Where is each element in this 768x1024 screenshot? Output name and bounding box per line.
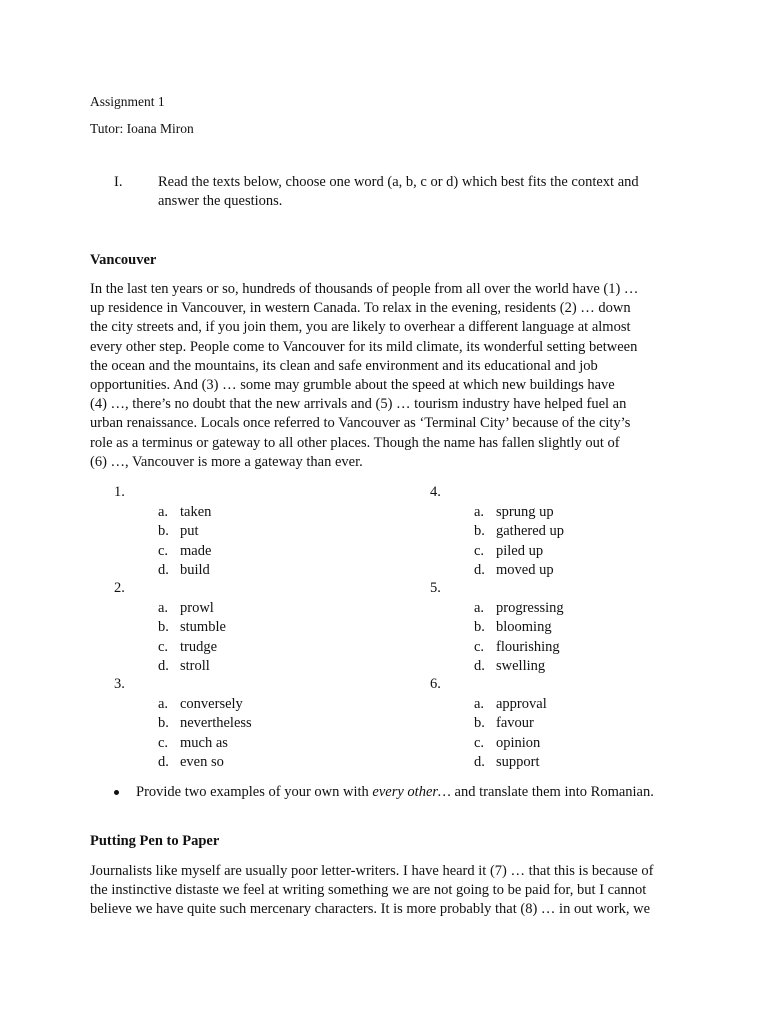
option-text: conversely [180,696,243,713]
option-text: nevertheless [180,715,252,732]
instruction-number: I. [114,174,123,190]
answer-option [158,753,224,772]
option-letter: d. [474,561,485,578]
answer-option [158,638,217,657]
paragraph-line: the city streets and, if you join them, you are likely to overhear a different language at almost [90,319,631,336]
question-number: 2. [114,580,125,596]
option-letter: d. [158,753,169,770]
option-text: approval [496,696,547,713]
answer-option [158,695,243,714]
paragraph-line: urban renaissance. Locals once referred to Vancouver as ‘Terminal City’ because of the city’s [90,415,631,432]
option-text: swelling [496,657,546,674]
option-text: even so [180,753,224,770]
bullet-emphasis: every other… [372,784,451,800]
option-text: opinion [496,734,541,751]
assignment-label: Assignment 1 [90,94,165,109]
option-text: made [180,542,212,559]
option-text: trudge [180,638,218,655]
option-letter: b. [158,715,169,732]
option-letter: b. [474,523,485,540]
instruction-line-1: Read the texts below, choose one word (a, b, c or d) which best fits the context and [158,174,639,190]
answer-option [158,734,228,753]
answer-option [158,542,211,561]
option-text: taken [180,504,212,521]
answer-option [474,561,554,580]
question-number: 4. [430,484,441,500]
option-text: prowl [180,600,214,617]
option-text: much as [180,734,228,751]
option-text: stumble [180,619,226,636]
bullet-text-after: and translate them into Romanian. [450,784,654,800]
answer-option [474,714,534,733]
option-letter: c. [158,638,169,655]
paragraph-line: In the last ten years or so, hundreds of thousands of people from all over the world have (1) … [90,281,639,297]
paragraph-line: believe we have quite such mercenary characters. It is more probably that (8) … in out work, we [90,901,651,918]
answer-option [474,503,554,522]
option-letter: a. [474,600,485,617]
bullet-dot [114,790,119,795]
question-number: 6. [430,676,441,692]
option-text: stroll [180,657,210,674]
paragraph-line: every other step. People come to Vancouver for its mild climate, its wonderful setting between [90,338,638,355]
question-number: 5. [430,580,441,596]
section-title-vancouver: Vancouver [90,252,157,268]
vancouver-paragraph [90,280,690,472]
option-letter: d. [474,657,485,674]
answer-option [474,618,552,637]
option-text: favour [496,715,534,732]
option-letter: a. [474,504,485,521]
answer-option [474,599,564,618]
option-letter: c. [158,542,169,559]
option-text: put [180,523,199,540]
option-letter: b. [158,523,169,540]
option-letter: d. [158,657,169,674]
option-text: piled up [496,542,544,559]
paragraph-line: (4) …, there’s no doubt that the new arrivals and (5) … tourism industry have helped fuel an [90,396,627,413]
option-letter: c. [158,734,169,751]
answer-option [474,734,540,753]
answer-option [474,638,560,657]
option-text: flourishing [496,638,560,655]
option-letter: c. [474,542,485,559]
option-letter: a. [158,504,169,521]
answer-option [158,657,210,676]
answer-option [158,618,226,637]
paragraph-line: Journalists like myself are usually poor letter-writers. I have heard it (7) … that this is because of [90,863,654,879]
option-text: progressing [496,600,564,617]
paragraph-line: role as a terminus or gateway to all other places. Though the name has fallen slightly out of [90,434,620,451]
question-number: 3. [114,676,125,692]
question-number: 1. [114,484,125,500]
paragraph-line: the ocean and the mountains, its clean and safe environment and its educational and job [90,357,598,374]
option-letter: c. [474,638,485,655]
option-text: blooming [496,619,552,636]
answer-option [158,561,210,580]
option-letter: d. [158,561,169,578]
answer-option [158,599,214,618]
paragraph-line: up residence in Vancouver, in western Canada. To relax in the evening, residents (2) … down [90,300,631,317]
option-letter: b. [158,619,169,636]
answer-option [474,695,547,714]
option-text: support [496,753,540,770]
answer-option [474,542,543,561]
answer-option [158,714,252,733]
answer-option [158,503,211,522]
tutor-label: Tutor: Ioana Miron [90,121,194,136]
bullet-task [136,783,654,802]
option-letter: b. [474,619,485,636]
instruction-line-2: answer the questions. [158,193,283,209]
answer-option [474,657,545,676]
option-text: build [180,561,210,578]
bullet-text-before: Provide two examples of your own with [136,784,373,800]
option-text: moved up [496,561,554,578]
putting-pen-paragraph [90,862,690,920]
option-letter: d. [474,753,485,770]
option-text: gathered up [496,523,565,540]
option-letter: a. [158,600,169,617]
option-letter: a. [158,696,169,713]
option-letter: c. [474,734,485,751]
answer-option [158,522,199,541]
answer-option [474,753,540,772]
section-title-putting-pen-to-paper: Putting Pen to Paper [90,833,220,849]
option-letter: b. [474,715,485,732]
option-text: sprung up [496,504,554,521]
answer-option [474,522,564,541]
paragraph-line: opportunities. And (3) … some may grumble about the speed at which new buildings have [90,377,615,394]
paragraph-line: (6) …, Vancouver is more a gateway than ever. [90,453,363,470]
paragraph-line: the instinctive distaste we feel at writing something we are not going to be paid for, but I cannot [90,882,647,899]
option-letter: a. [474,696,485,713]
